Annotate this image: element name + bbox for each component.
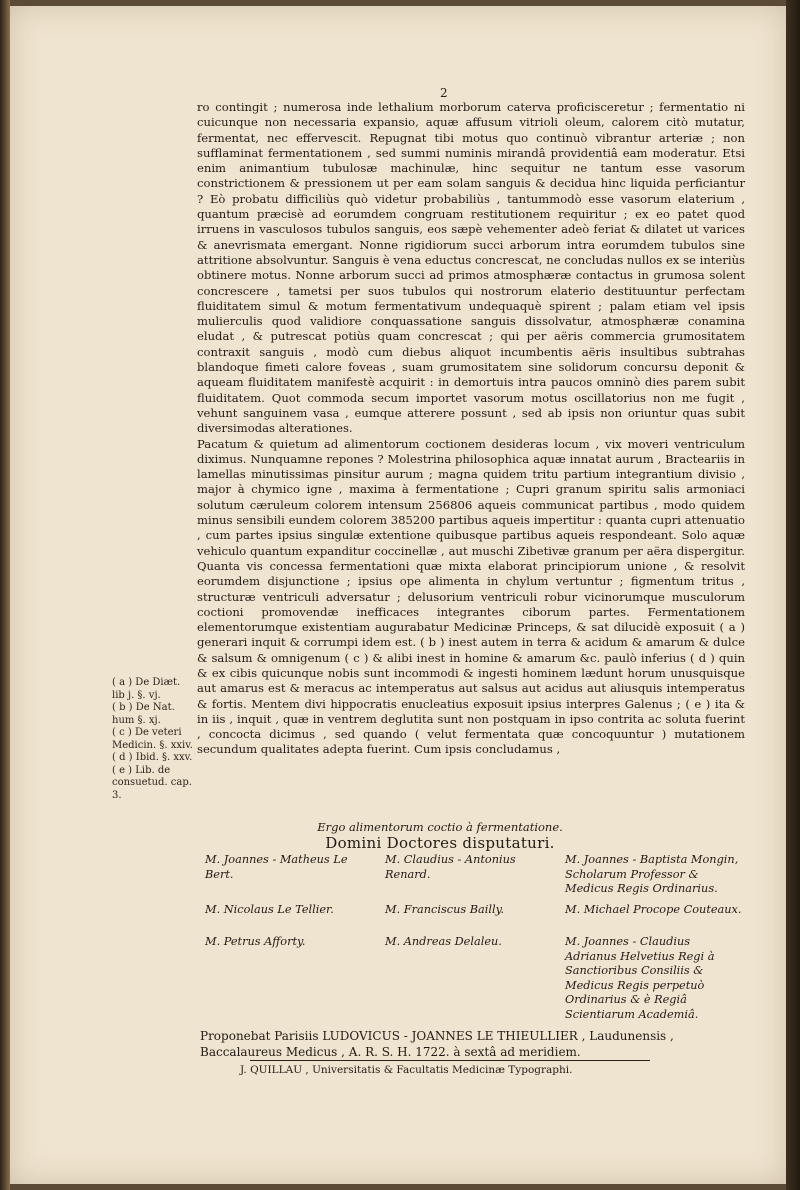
conclusion-text: Ergo alimentorum coctio à fermentatione. — [317, 820, 563, 834]
page-number: 2 — [440, 86, 448, 100]
doctor-1: M. Joannes - Matheus Le Bert. — [205, 853, 348, 881]
doctores-heading-text: Domini Doctores disputaturi. — [325, 834, 555, 852]
paragraph-2: Pacatum & quietum ad alimentorum coctionem desideras locum , vix moveri ventriculum diximus. Nunquamne repones ? Molestrina philosophica aquæ innatat aurum , Bracteariis in lamellas minutissimas pinsitur aurum ; magna quidem tritu partium integrantium divisio , major à chymico igne , maxima à fermentatione ; Cupri granum spiritu salis armoniaci solutum cæruleum colorem intensum 256806 aqueis communicat partibus , modo quidem minus sensibili eundem colorem 385200 partibus aqueis impertitur : quanta cupri attenuatio , cum partes ipsius singulæ extentione quibusque partibus aqueis respondeant. Solo aquæ vehiculo quantum expanditur coccinellæ , aut muschi Zibetivæ granum per aëra dispergitur. Quanta vis concessa fermentationi quæ mixta elaborat principiorum unione , & resolvit eorumdem disjunctione ; ipsius ope alimenta in chylum vertuntur ; figmentum tritus , structuræ ventriculi adversatur ; delusorium ventriculi robur vicinorumque musculorum coctioni promovendæ inefficaces integrantes ciborum partes. Fermentationem elementorumque existentiam augurabatur Medicinæ Princeps, & sat dilucidè exposuit ( a ) generari inquit & corrumpi idem est. ( b ) inest autem in terra & acidum & amarum & dulce & salsum & omnigenum ( c ) & alibi inest in homine & amarum &c. paulò inferius ( d ) quin & ex cibis quicunque nobis sunt incommodi & ingesti hominem lædunt horum unusquisque aut amarus est & meracus ac intemperatus aut salsus aut acidus aut aliusquis intemperatus & fortis. Mentem divi hippocratis enucleatius exposuit ipsius interpres Galenus ; ( e ) ita & in iis , inquit , quæ in ventrem deglutita sunt non postquam in ipso contrita ac soluta fuerint , concocta dicimus , sed quando ( velut fermentata quæ concoquuntur ) mutationem secundum qualitates adepta fuerint. Cum ipsis concludamus , — [197, 436, 745, 757]
divider — [250, 1060, 650, 1061]
doctor-2: M. Claudius - Antonius Renard. — [385, 853, 516, 881]
conclusion — [0, 820, 800, 834]
doctor-8: M. Andreas Delaleu. — [385, 935, 502, 948]
margin-notes — [112, 677, 196, 802]
doctores-heading — [0, 834, 800, 852]
paragraph-1: ro contingit ; numerosa inde lethalium morborum caterva proficisceretur ; fermentatio ni cuicunque non necessaria expansio, aquæ affusum vitrioli oleum, calorem citò mutatur, fermentat, nec effervescit. Repugnat tibi motus quo continuò vibrantur arteriæ ; non sufflaminat fermentationem , sed summi numinis mirandâ providentiâ eam moderatur. Etsi enim animantium tubulosæ machinulæ, hinc sequitur ne tantum esse vasorum constrictionem & pressionem ut per eam solam sanguis & decidua hinc liquida perficiantur ? Eò probatu difficiliùs quò videtur probabiliùs , tantummodò esse vasorum elaterium , quantum præcisè ad eorumdem congruam restitutionem requiritur ; ex eo patet quod irruens in vasculosos tubulos sanguis, eos sæpè vehementer adeò feriat & dilatet ut varices & anevrismata emergant. Nonne rigidiorum succi arborum intra eorumdem tubulos sine attritione absolvuntur. Sanguis è vena eductus concrescat, ne concludas nullos ex se interiùs obtinere motus. Nonne arborum succi ad primos atmosphæræ contactus in grumosa solent concrescere , tametsi per suos tubulos qui nostrorum elaterio destituuntur perfectam fluiditatem simul & motum fermentativum undequaquè spirent ; palam etiam vel ipsis mulierculis quod validiore conquassatione sanguis dissolvatur, atmosphæræ conamina eludat , & putrescat potiùs quam concrescat ; qui per aëris commercia grumositatem contraxit sanguis , modò cum diebus aliquot incumbentis aëris insultibus subtrahas blandoque fimeti calore foveas , suam grumositatem sine solidorum concursu deponit & aqueam fluiditatem manifestè acquirit : in demortuis intra paucos omninò dies parem subit fluiditatem. Quot commoda secum importet vasorum motus oscillatorius non me fugit , vehunt sanguinem vasa , eumque atterere possunt , sed ab ipsis non oriuntur quas subit diversimodas alterationes. — [197, 100, 745, 436]
margin-note-c: ( c ) De veteri Medicin. §. xxiv. — [112, 727, 193, 751]
doctor-4: M. Nicolaus Le Tellier. — [205, 903, 334, 916]
doctor-9: M. Joannes - Claudius Adrianus Helvetius Regi à Sanctioribus Consiliis & Medicus Regis perpetuò Ordinarius & è Regiâ Scientiarum Academiâ. — [565, 935, 715, 1021]
book-spine — [786, 0, 800, 1190]
doctor-3: M. Joannes - Baptista Mongin, Scholarum Professor & Medicus Regis Ordinarius. — [565, 853, 739, 896]
printer-line: J. QUILLAU , Universitatis & Facultatis Medicinæ Typographi. — [240, 1064, 573, 1076]
binding-shadow — [0, 0, 10, 1190]
doctor-7: M. Petrus Afforty. — [205, 935, 306, 948]
margin-note-a: ( a ) De Diæt. lib j. §. vj. — [112, 677, 181, 701]
doctor-6: M. Michael Procope Couteaux. — [565, 903, 742, 916]
proponebat: Proponebat Parisiis LUDOVICUS - JOANNES LE THIEULLIER , Laudunensis , Baccalaureus Medicus , A. R. S. H. 1722. à sextâ ad meridiem. — [200, 1029, 674, 1059]
doctor-5: M. Franciscus Bailly. — [385, 903, 505, 916]
margin-note-d: ( d ) Ibid. §. xxv. — [112, 752, 193, 763]
margin-note-e: ( e ) Lib. de consuetud. cap. 3. — [112, 764, 192, 801]
main-text — [197, 100, 745, 758]
margin-note-b: ( b ) De Nat. hum §. xj. — [112, 702, 175, 726]
